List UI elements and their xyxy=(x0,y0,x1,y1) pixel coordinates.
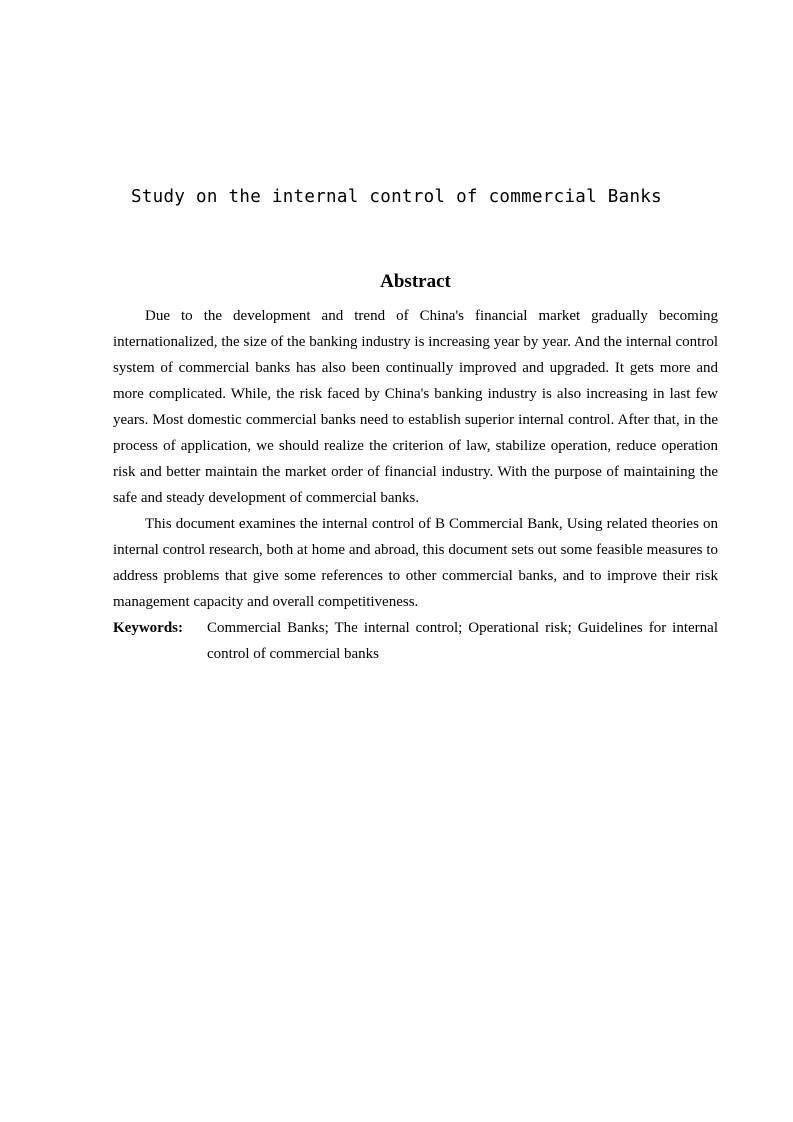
abstract-paragraph-1: Due to the development and trend of China's financial market gradually becoming internationalized, the size of the banking industry is increasing year by year. And the internal control system of commercial banks has also been continually improved and upgraded. It gets more and more complicated. While, the risk faced by China's banking industry is also increasing in last few years. Most domestic commercial banks need to establish superior internal control. After that, in the process of application, we should realize the criterion of law, stabilize operation, reduce operation risk and better maintain the market order of financial industry. With the purpose of maintaining the safe and steady development of commercial banks. xyxy=(113,308,718,506)
keywords-line xyxy=(113,615,718,667)
abstract-paragraph-2: This document examines the internal control of B Commercial Bank, Using related theories on internal control research, both at home and abroad, this document sets out some feasible measures to address problems that give some references to other commercial banks, and to improve their risk management capacity and overall competitiveness. xyxy=(113,516,718,610)
abstract-body xyxy=(113,303,718,667)
abstract-heading: Abstract xyxy=(380,271,451,292)
keywords-text: Commercial Banks; The internal control; Operational risk; Guidelines for internal control of commercial banks xyxy=(207,620,718,662)
keywords-label: Keywords: xyxy=(113,620,183,636)
paper-title: Study on the internal control of commercial Banks xyxy=(131,187,662,207)
